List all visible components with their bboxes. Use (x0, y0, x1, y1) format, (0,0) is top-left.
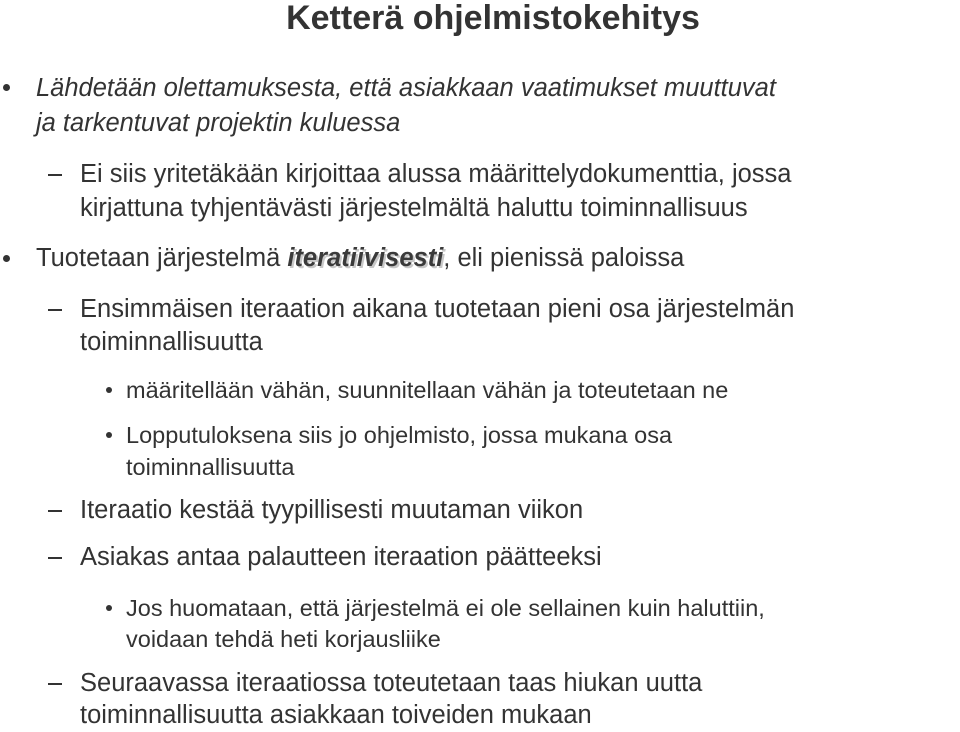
bullet-marker (106, 432, 112, 438)
sub-2a-line-2: toiminnallisuutta (80, 328, 263, 356)
subsub-2a-i-line: määritellään vähän, suunnitellaan vähän ja toteutetaan ne (126, 377, 729, 403)
sub-1a-line-2: kirjattuna tyhjentävästi järjestelmältä haluttu toiminnallisuus (80, 194, 748, 222)
bullet-2-line (36, 241, 684, 275)
subsub-2a-ii-line-1: Lopputuloksena siis jo ohjelmisto, jossa mukana osa (126, 422, 673, 448)
dash-marker (48, 174, 62, 176)
bullet-marker (106, 605, 112, 611)
bullet-marker (3, 84, 10, 91)
bullet-2-text-after: , eli pienissä paloissa (443, 244, 685, 272)
slide-title: Ketterä ohjelmistokehitys (286, 0, 700, 37)
bullet-2-text-before: Tuotetaan järjestelmä (36, 244, 288, 272)
dash-marker (48, 557, 62, 559)
subsub-2a-ii-line-2: toiminnallisuutta (126, 454, 295, 480)
dash-marker (48, 309, 62, 311)
sub-2d-line-2: toiminnallisuutta asiakkaan toiveiden mukaan (80, 701, 592, 729)
bullet-marker (3, 255, 10, 262)
sub-2c-line: Asiakas antaa palautteen iteraation päätteeksi (80, 543, 602, 571)
sub-2b-line: Iteraatio kestää tyypillisesti muutaman viikon (80, 496, 584, 524)
emphasis-iteratiivisesti: iteratiivisesti (287, 244, 444, 272)
sub-2d-line-1: Seuraavassa iteraatiossa toteutetaan taas hiukan uutta (80, 669, 703, 697)
bullet-1-line-1: Lähdetään olettamuksesta, että asiakkaan vaatimukset muuttuvat (36, 74, 776, 102)
bullet-1-line-2: ja tarkentuvat projektin kuluessa (36, 109, 401, 137)
dash-marker (48, 683, 62, 685)
subsub-2c-i-line-2: voidaan tehdä heti korjausliike (126, 626, 441, 652)
sub-2a-line-1: Ensimmäisen iteraation aikana tuotetaan pieni osa järjestelmän (80, 295, 795, 323)
bullet-marker (106, 387, 112, 393)
sub-1a-line-1: Ei siis yritetäkään kirjoittaa alussa määrittelydokumenttia, jossa (80, 160, 792, 188)
dash-marker (48, 510, 62, 512)
subsub-2c-i-line-1: Jos huomataan, että järjestelmä ei ole sellainen kuin haluttiin, (126, 595, 765, 621)
